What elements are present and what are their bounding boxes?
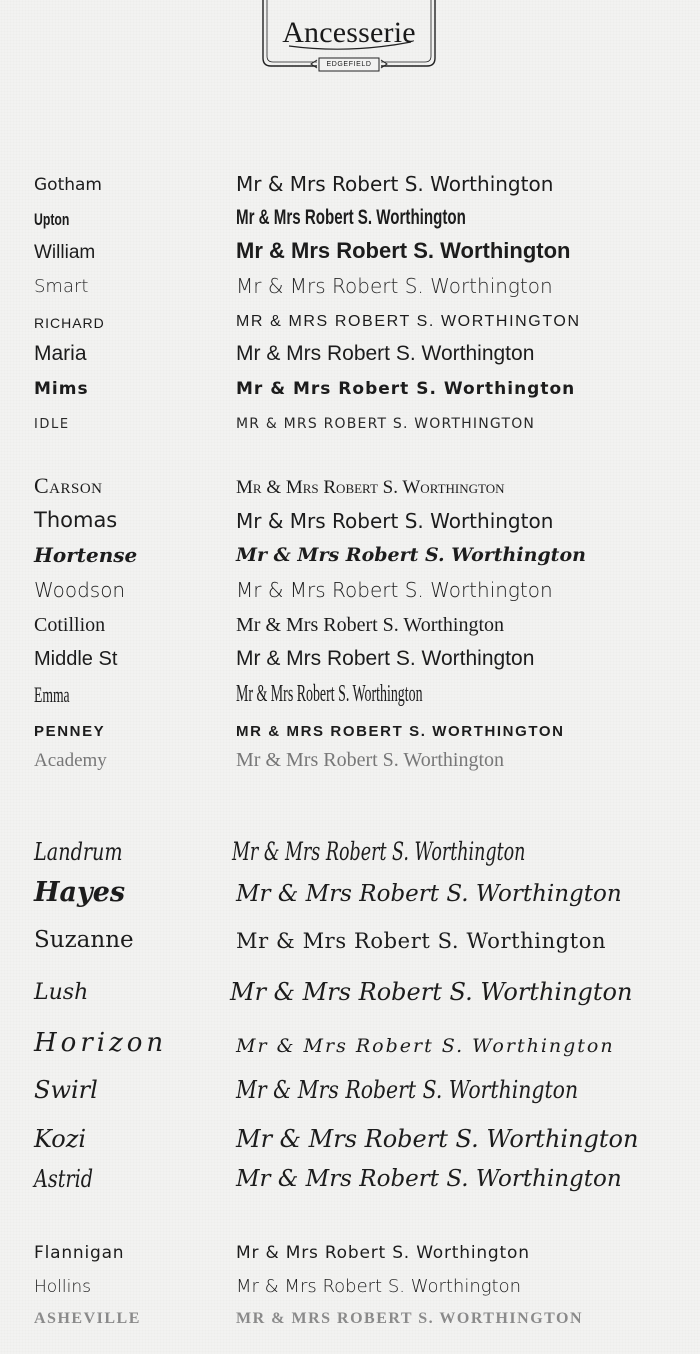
font-sample: Mr & Mrs Robert S. Worthington [236,681,423,707]
font-name: PENNEY [34,723,106,740]
font-row [0,742,700,774]
font-sample: Mr & Mrs Robert S. Worthington [236,274,553,298]
font-sample: MR & MRS ROBERT S. WORTHINGTON [236,313,581,330]
font-name: Thomas [34,508,118,532]
font-sample: Mr & Mrs Robert S. Worthington [236,342,535,365]
font-row [0,572,700,604]
font-row [0,924,700,956]
font-sample: Mr & Mrs Robert S. Worthington [236,379,576,399]
font-row [0,607,700,639]
font-sample: Mr & Mrs Robert S. Worthington [236,1035,615,1057]
font-name: IDLE [34,417,70,432]
font-name: Carson [34,473,103,498]
font-name: Maria [34,342,87,365]
brand-subname: EDGEFIELD [326,61,372,68]
font-sample: Mr & Mrs Robert S. Worthington [236,544,586,566]
font-row [0,166,700,198]
font-name: Swirl [34,1076,98,1104]
font-name: Hortense [34,543,138,567]
font-sample: Mr & Mrs Robert S. Worthington [236,881,622,907]
font-row [0,403,700,435]
font-name: Cotillion [34,614,106,636]
font-row [0,268,700,300]
brand-logo [261,0,437,70]
font-name: Astrid [34,1165,94,1193]
font-row [0,976,700,1008]
font-row [0,678,700,710]
font-name: Kozi [34,1125,87,1153]
font-row [0,1074,700,1106]
font-name: Suzanne [34,927,134,953]
font-name: Smart [34,276,89,297]
font-sample: Mr & Mrs Robert S. Worthington [236,172,554,196]
font-name: RICHARD [34,315,105,331]
brand-name: Ancesserie [282,16,416,49]
font-name: Landrum [34,838,123,866]
font-sample: Mr & Mrs Robert S. Worthington [236,578,553,602]
font-row [0,836,700,868]
font-sample: Mr & Mrs Robert S. Worthington [230,978,633,1006]
font-sample: Mr & Mrs Robert S. Worthington [236,1243,530,1263]
font-sample: Mr & Mrs Robert S. Worthington [236,647,535,670]
font-row [0,1299,700,1331]
font-row [0,469,700,501]
font-name: Flannigan [34,1243,125,1263]
font-sample: MR & MRS ROBERT S. WORTHINGTON [236,416,536,432]
font-row [0,878,700,910]
font-sample: Mr & Mrs Robert S. Worthington [236,1125,639,1153]
font-name: Mims [34,379,89,399]
font-sample: Mr & Mrs Robert S. Worthington [236,929,607,953]
font-row [0,711,700,743]
font-name: Hayes [34,877,126,908]
font-name: Middle St [34,648,118,670]
font-sample: Mr & Mrs Robert S. Worthington [236,1076,579,1104]
font-sample: MR & MRS ROBERT S. WORTHINGTON [236,1310,584,1327]
font-row [0,200,700,232]
font-sample: Mr & Mrs Robert S. Worthington [232,837,526,866]
font-sample: Mr & Mrs Robert S. Worthington [236,238,571,263]
font-sample: Mr & Mrs Robert S. Worthington [236,206,466,229]
font-sample: MR & MRS ROBERT S. WORTHINGTON [236,723,565,740]
font-name: Hollins [34,1277,91,1297]
font-name: William [34,242,96,263]
font-name: ASHEVILLE [34,1310,141,1327]
font-name: Emma [34,682,70,707]
font-sample: Mr & Mrs Robert S. Worthington [236,1276,522,1297]
font-sample: Mr & Mrs Robert S. Worthington [236,477,505,498]
font-name: Woodson [34,578,126,602]
font-sample: Mr & Mrs Robert S. Worthington [236,509,554,533]
font-row [0,1163,700,1195]
font-sample: Mr & Mrs Robert S. Worthington [236,1166,622,1192]
font-row [0,1268,700,1300]
font-row [0,370,700,402]
font-row [0,336,700,368]
font-name: Academy [34,750,107,771]
font-sample: Mr & Mrs Robert S. Worthington [236,749,505,771]
font-name: Horizon [34,1028,168,1058]
font-name: Lush [34,980,89,1005]
font-row [0,641,700,673]
font-row [0,1123,700,1155]
font-row [0,234,700,266]
font-row [0,1028,700,1060]
font-sample: Mr & Mrs Robert S. Worthington [236,614,505,636]
font-name: Gotham [34,175,102,195]
font-row [0,1234,700,1266]
font-name: Upton [34,210,70,229]
font-row [0,537,700,569]
font-row [0,302,700,334]
font-row [0,503,700,535]
